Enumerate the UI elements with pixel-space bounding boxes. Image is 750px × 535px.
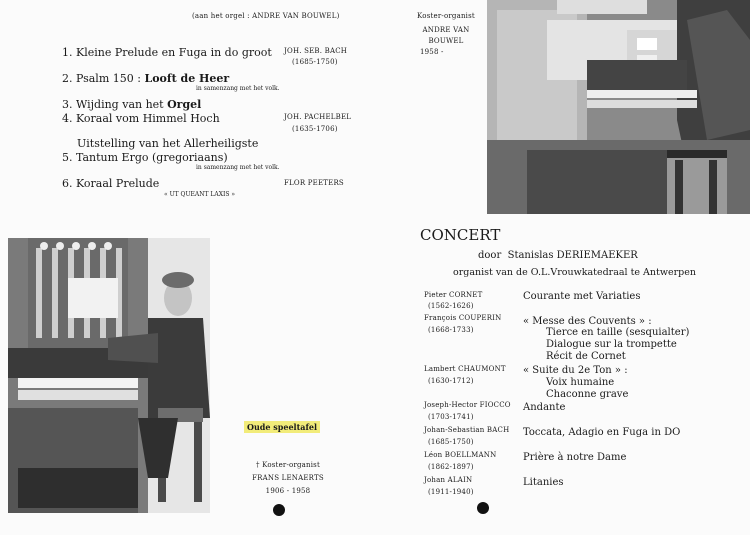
concert-years: (1630-1712) (428, 377, 474, 385)
caption-name: FRANS LENAERTS (252, 474, 324, 482)
header-note: (aan het orgel : ANDRE VAN BOUWEL) (192, 12, 340, 20)
concert-piece-sub: Voix humaine (546, 377, 615, 388)
caption-highlight-text: Oude speeltafel (244, 421, 320, 433)
program-composer-6: FLOR PEETERS (284, 179, 344, 187)
koster-year: 1958 - (420, 48, 444, 56)
concert-years: (1562-1626) (428, 302, 474, 310)
old-console-photo (8, 238, 210, 513)
organist-photo (487, 0, 750, 214)
concert-piece: « Suite du 2e Ton » : (523, 365, 628, 376)
concert-composer: François COUPERIN (424, 314, 502, 322)
program-subtitle-6: « UT QUEANT LAXIS » (164, 191, 236, 198)
concert-piece: Toccata, Adagio en Fuga in DO (523, 427, 681, 438)
program-item-3: 3. Wijding van het Orgel (62, 98, 202, 111)
concert-composer: Johan-Sebastian BACH (424, 426, 510, 434)
program-composer-1: JOH. SEB. BACH (284, 47, 348, 55)
concert-years: (1668-1733) (428, 326, 474, 334)
concert-piece: « Messe des Couvents » : (523, 316, 652, 327)
program-note-2: in samenzang met het volk. (196, 85, 280, 92)
program-years-1: (1685-1750) (292, 58, 338, 66)
punch-hole-left (273, 504, 285, 516)
koster-block (406, 12, 486, 56)
concert-piece: Courante met Variaties (523, 291, 641, 302)
program-item-2: 2. Psalm 150 : Looft de Heer (62, 72, 230, 85)
concert-title: CONCERT (420, 226, 501, 244)
punch-hole-right (477, 502, 489, 514)
concert-composer: Johan ALAIN (424, 476, 473, 484)
program-item-4: 4. Koraal vom Himmel Hoch (62, 112, 220, 125)
caption-highlight (244, 422, 320, 432)
concert-years: (1862-1897) (428, 463, 474, 471)
program-years-4: (1635-1706) (292, 125, 338, 133)
program-item-6: 6. Koraal Prelude (62, 177, 160, 190)
concert-piece-sub: Chaconne grave (546, 389, 629, 400)
koster-name-line1: ANDRE VAN (422, 26, 470, 34)
koster-title: Koster-organist (417, 12, 475, 20)
program-item-exposition: Uitstelling van het Allerheiligste (77, 137, 259, 150)
concert-years: (1685-1750) (428, 438, 474, 446)
concert-piece-sub: Récit de Cornet (546, 351, 626, 362)
concert-performer: Stanislas DERIEMAEKER (507, 250, 638, 261)
caption-dagger-line: † Koster-organist (255, 461, 320, 469)
concert-piece-sub: Dialogue sur la trompette (546, 339, 677, 350)
caption-years: 1906 - 1958 (265, 487, 311, 495)
concert-composer: Lambert CHAUMONT (424, 365, 506, 373)
program-note-5: in samenzang met het volk. (196, 164, 280, 171)
program-item-1: 1. Kleine Prelude en Fuga in do groot (62, 46, 272, 59)
concert-years: (1703-1741) (428, 413, 474, 421)
concert-composer: Joseph-Hector FIOCCO (424, 401, 511, 409)
concert-role: organist van de O.L.Vrouwkatedraal te Antwerpen (453, 267, 696, 278)
concert-composer: Léon BOELLMANN (424, 451, 497, 459)
concert-piece: Litanies (523, 477, 564, 488)
program-composer-4: JOH. PACHELBEL (284, 113, 352, 121)
concert-by-line: door Stanislas DERIEMAEKER (478, 250, 638, 261)
concert-piece: Andante (523, 402, 566, 413)
concert-composer: Pieter CORNET (424, 291, 483, 299)
koster-name-line2: BOUWEL (428, 37, 464, 45)
concert-piece-sub: Tierce en taille (sesquialter) (546, 327, 690, 338)
program-title: Kleine Prelude en Fuga in do groot (76, 46, 272, 59)
concert-years: (1911-1940) (428, 488, 474, 496)
caption-block (244, 461, 332, 495)
concert-piece: Prière à notre Dame (523, 452, 627, 463)
program-item-5: 5. Tantum Ergo (gregoriaans) (62, 151, 228, 164)
